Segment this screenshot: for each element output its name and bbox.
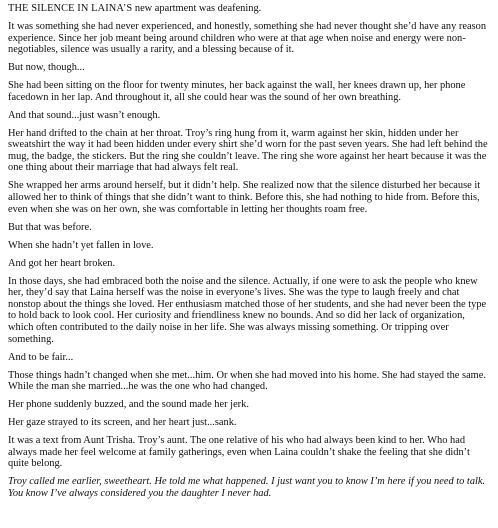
paragraph-13: Her phone suddenly buzzed, and the sound made her jerk.: [8, 399, 249, 411]
paragraph-12: Those things hadn’t changed when she met...him. Or when she had moved into his home. She had stayed the same. While the man she married...he was the one who had changed.: [8, 369, 486, 393]
chapter-title-lead: THE SILENCE IN LAINA’S: [8, 3, 133, 14]
paragraph-10: In those days, she had embraced both the noise and the silence. Actually, if one were to ask the people who knew her, they’d say that Laina herself was the noise in everyone’s lives. She was the type to laugh freely and chat nonstop about the things she loved. Her enthusiasm matched those of her students, and she had never been the type to hold back to look cool. Her curiosity and friendliness knew no bounds. And so did her lack of organization, which often contributed to the daily noise in her life. She was always missing something. Or tripping over something.: [8, 275, 487, 345]
chapter-opening: [8, 3, 492, 15]
paragraph-14: Her gaze strayed to its screen, and her heart just...sank.: [8, 417, 237, 429]
paragraph-2: But now, though...: [8, 62, 85, 74]
paragraph-7: But that was before.: [8, 221, 92, 233]
paragraph-1: It was something she had never experienced, and honestly, something she had never thought she’d have any reason experience. Since her job meant being around children who were at that age when noise and energy were non-negotiables, silence was usually a rarity, and a blessing because of it.: [8, 20, 487, 56]
paragraph-4: And that sound...just wasn’t enough.: [8, 109, 161, 121]
chapter-title-rest: new apartment was deafening.: [132, 3, 262, 14]
paragraph-6: She wrapped her arms around herself, but it didn’t help. She realized now that the silence disturbed her because it allowed her to think of things that she didn’t want to think. Before this, she had nothing to hide from. Before this, even when she was on her own, she was comfortable in letting her thoughts roam free.: [8, 180, 481, 215]
paragraph-5: Her hand drifted to the chain at her throat. Troy’s ring hung from it, warm against her skin, hidden under her sweatshirt the way it had been hidden under every shirt she’d worn for the past seven years. She had left behind the mug, the badge, the stickers. But the ring she couldn’t leave. The ring she wore against her heart because it was the one thing about their marriage that had always felt real.: [8, 127, 488, 174]
text-message-quote: Troy called me earlier, sweetheart. He told me what happened. I just want you to know I’m here if you need to talk. You know I’ve always considered you the daughter I never had.: [8, 476, 486, 499]
paragraph-11: And to be fair...: [8, 351, 74, 363]
paragraph-9: And got her heart broken.: [8, 257, 116, 269]
paragraph-8: When she hadn’t yet fallen in love.: [8, 239, 154, 251]
paragraph-15: It was a text from Aunt Trisha. Troy’s aunt. The one relative of his who had always been kind to her. Who had always made her feel welcome at family gatherings, even when Laina couldn’t shake the feeling that she didn’t quite belong.: [8, 435, 470, 470]
paragraph-3: She had been sitting on the floor for twenty minutes, her back against the wall, her knees drawn up, her phone facedown in her lap. And throughout it, all she could hear was the sound of her own breathing.: [8, 80, 466, 103]
